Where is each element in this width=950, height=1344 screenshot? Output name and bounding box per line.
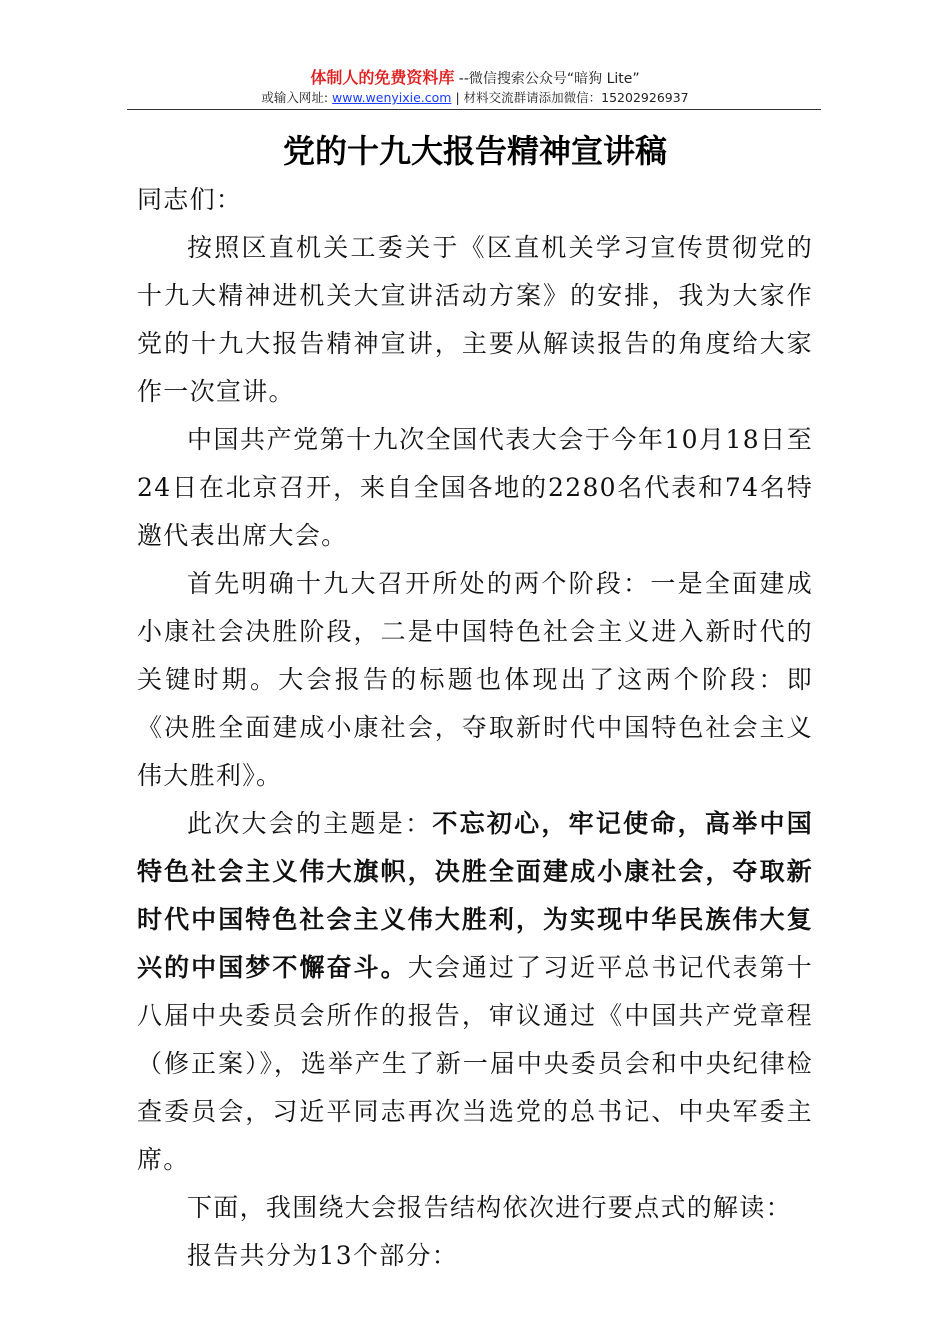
paragraph-parts-count: 报告共分为13个部分： [187, 1241, 459, 1270]
theme-rest: 大会通过了习近平总书记代表第十八届中央委员会所作的报告，审议通过《中国共产党章程（修正案）》，选举产生了新一届中央委员会和中央纪律检查委员会，习近平同志再次当选党的总书记、中央军委主席。 [137, 953, 813, 1174]
salutation: 同志们： [137, 185, 243, 214]
page-header [0, 68, 950, 107]
header-tagline: --微信搜索公众号“暗狗 Lite” [458, 71, 640, 87]
header-brand: 体制人的免费资料库 [310, 68, 455, 87]
paragraph-intro: 按照区直机关工委关于《区直机关学习宣传贯彻党的十九大精神进机关大宣讲活动方案》的安排，我为大家作党的十九大报告精神宣讲，主要从解读报告的角度给大家作一次宣讲。 [137, 233, 813, 406]
document-title: 党的十九大报告精神宣讲稿 [282, 132, 667, 170]
paragraph-congress: 中国共产党第十九次全国代表大会于今年10月18日至24日在北京召开，来自全国各地的2280名代表和74名特邀代表出席大会。 [137, 425, 813, 550]
header-url-prefix: 或输入网址: [261, 90, 329, 105]
paragraph-stages: 首先明确十九大召开所处的两个阶段：一是全面建成小康社会决胜阶段，二是中国特色社会主义进入新时代的关键时期。大会报告的标题也体现出了这两个阶段：即《决胜全面建成小康社会，夺取新时代中国特色社会主义伟大胜利》。 [137, 569, 813, 790]
header-website-link[interactable]: www.wenyixie.com [332, 90, 452, 105]
header-contact: | 材料交流群请添加微信：15202926937 [455, 90, 689, 105]
theme-lead: 此次大会的主题是： [187, 809, 433, 838]
paragraph-theme [137, 800, 813, 1184]
header-divider [127, 109, 821, 110]
theme-statement: 不忘初心，牢记使命，高举中国特色社会主义伟大旗帜，决胜全面建成小康社会，夺取新时代中国特色社会主义伟大胜利，为实现中华民族伟大复兴的中国梦不懈奋斗。 [137, 809, 814, 982]
header-line-2 [0, 89, 950, 107]
header-line-1 [0, 68, 950, 89]
document-body [137, 176, 813, 1280]
paragraph-outline-intro: 下面，我围绕大会报告结构依次进行要点式的解读： [187, 1193, 792, 1222]
